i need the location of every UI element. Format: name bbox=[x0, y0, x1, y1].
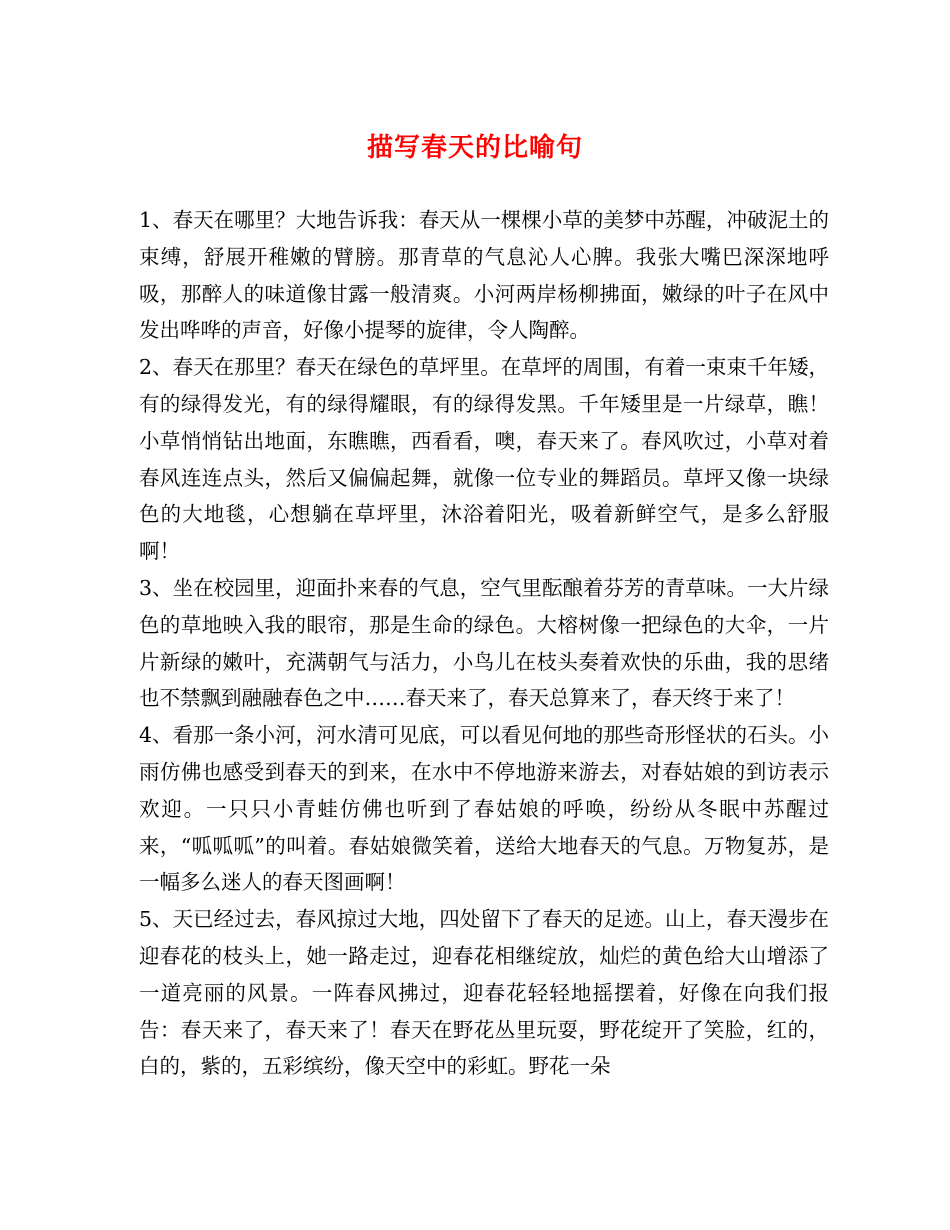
paragraph-2: 2、春天在那里？春天在绿色的草坪里。在草坪的周围，有着一束束千年矮，有的绿得发光，有的绿得耀眼，有的绿得发黑。千年矮里是一片绿草，瞧！小草悄悄钻出地面，东瞧瞧，西看看，噢，春天来了。春风吹过，小草对着春风连连点头，然后又偏偏起舞，就像一位专业的舞蹈员。草坪又像一块绿色的大地毯，心想躺在草坪里，沐浴着阳光，吸着新鲜空气，是多么舒服啊！ bbox=[139, 355, 829, 564]
paragraph-3: 3、坐在校园里，迎面扑来春的气息，空气里酝酿着芬芳的青草味。一大片绿色的草地映入我的眼帘，那是生命的绿色。大榕树像一把绿色的大伞，一片片新绿的嫩叶，充满朝气与活力，小鸟儿在枝头奏着欢快的乐曲，我的思绪也不禁飘到融融春色之中……春天来了，春天总算来了，春天终于来了！ bbox=[139, 575, 829, 711]
document-body bbox=[139, 202, 829, 1085]
paragraph-1: 1、春天在哪里？大地告诉我：春天从一棵棵小草的美梦中苏醒，冲破泥土的束缚，舒展开稚嫩的臂膀。那青草的气息沁人心脾。我张大嘴巴深深地呼吸，那醉人的味道像甘露一般清爽。小河两岸杨柳拂面，嫩绿的叶子在风中发出哗哗的声音，好像小提琴的旋律，令人陶醉。 bbox=[139, 208, 829, 343]
paragraph-4: 4、看那一条小河，河水清可见底，可以看见何地的那些奇形怪状的石头。小雨仿佛也感受到春天的到来，在水中不停地游来游去，对春姑娘的到访表示欢迎。一只只小青蛙仿佛也听到了春姑娘的呼唤，纷纷从冬眠中苏醒过来，“呱呱呱”的叫着。春姑娘微笑着，送给大地春天的气息。万物复苏，是一幅多么迷人的春天图画啊！ bbox=[139, 723, 829, 895]
paragraph-5: 5、天已经过去，春风掠过大地，四处留下了春天的足迹。山上，春天漫步在迎春花的枝头上，她一路走过，迎春花相继绽放，灿烂的黄色给大山增添了一道亮丽的风景。一阵春风拂过，迎春花轻轻地摇摆着，好像在向我们报告：春天来了，春天来了！春天在野花丛里玩耍，野花绽开了笑脸，红的，白的，紫的，五彩缤纷，像天空中的彩虹。野花一朵 bbox=[139, 907, 829, 1079]
document-title: 描写春天的比喻句 bbox=[366, 133, 583, 163]
